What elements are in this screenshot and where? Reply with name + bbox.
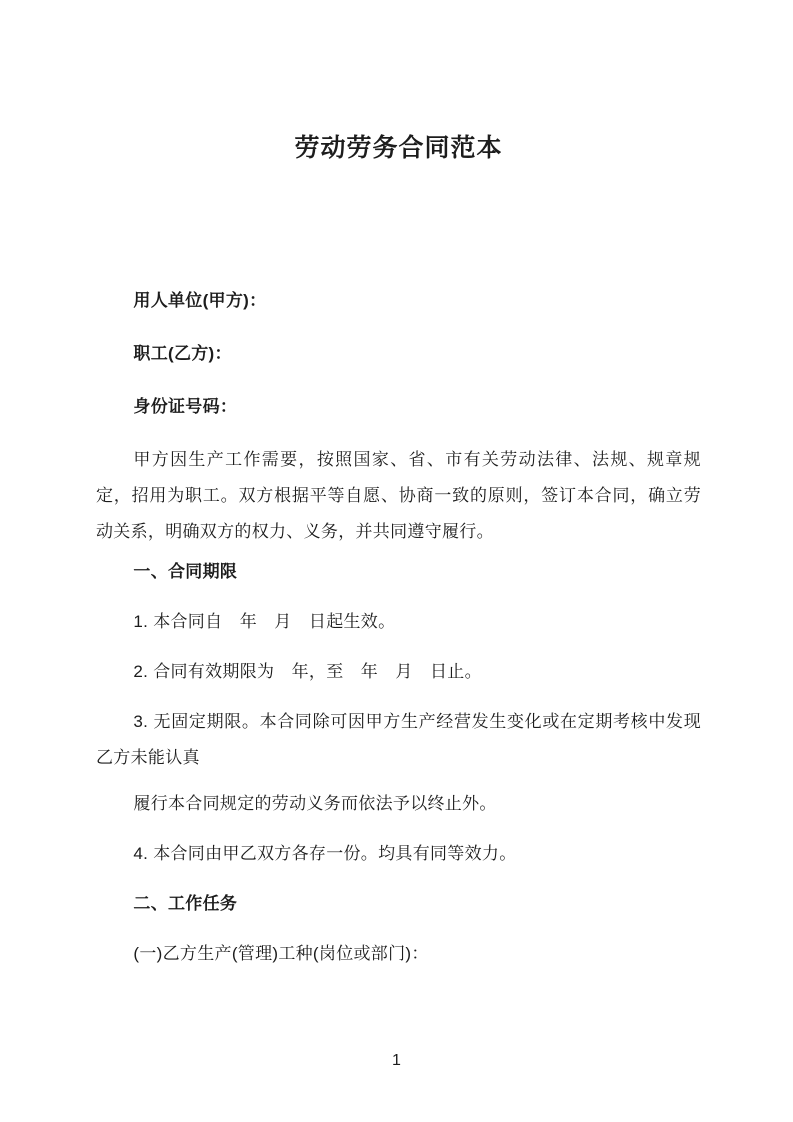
- clause-1-3-continued: 履行本合同规定的劳动义务而依法予以终止外。: [133, 794, 497, 813]
- intro-paragraph: 甲方因生产工作需要，按照国家、省、市有关劳动法律、法规、规章规定，招用为职工。双方根据平等自愿、协商一致的原则，签订本合同，确立劳动关系，明确双方的权力、义务，并共同遵守履行。: [96, 450, 701, 541]
- document-title: 劳动劳务合同范本: [294, 134, 503, 162]
- clause-1-2: 2. 合同有效期限为 年，至 年 月 日止。: [133, 662, 482, 681]
- party-b-label: 职工(乙方)：: [133, 344, 232, 363]
- party-a-label: 用人单位(甲方)：: [133, 291, 267, 310]
- clause-1-1: 1. 本合同自 年 月 日起生效。: [133, 612, 396, 631]
- clause-1-4: 4. 本合同由甲乙双方各存一份。均具有同等效力。: [133, 844, 517, 863]
- id-number-label: 身份证号码：: [133, 397, 238, 416]
- section-2-heading: 二、工作任务: [133, 894, 238, 913]
- clause-1-3: 3. 无固定期限。本合同除可因甲方生产经营发生变化或在定期考核中发现乙方未能认真: [96, 712, 701, 767]
- page-number: 1: [392, 1052, 401, 1069]
- clause-2-1: (一)乙方生产(管理)工种(岗位或部门)：: [133, 944, 429, 963]
- section-1-heading: 一、合同期限: [133, 562, 238, 581]
